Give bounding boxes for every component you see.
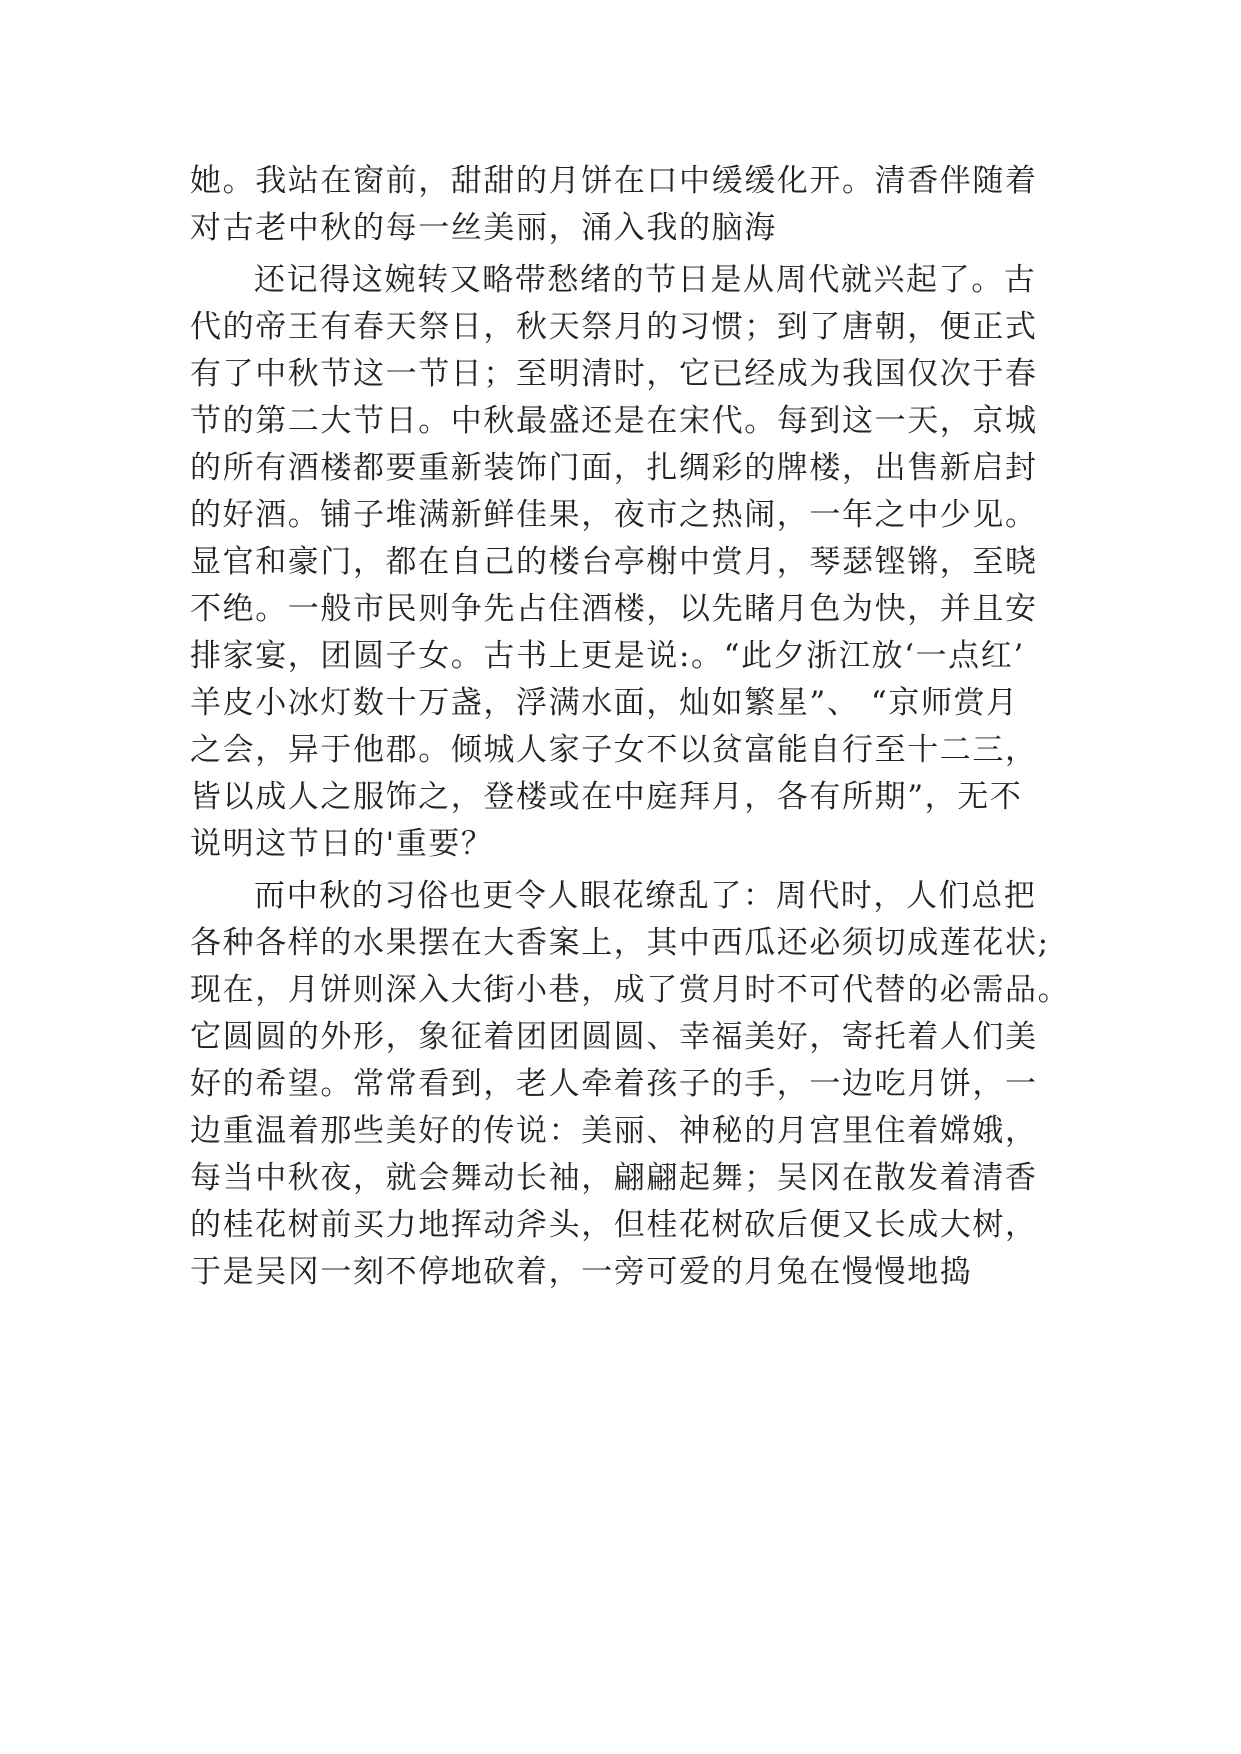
text-line: 每当中秋夜，就会舞动长袖，翩翩起舞；吴冈在散发着清香	[190, 1160, 1038, 1196]
text-line: 不绝。一般市民则争先占住酒楼，以先睹月色为快，并且安	[190, 591, 1038, 627]
text-line: 皆以成人之服饰之，登楼或在中庭拜月，各有所期”，无不	[190, 779, 1023, 815]
text-line: 羊皮小冰灯数十万盏，浮满水面，灿如繁星”、 “京师赏月	[190, 685, 1019, 721]
text-line: 现在，月饼则深入大街小巷，成了赏月时不可代替的必需品。	[190, 972, 1071, 1008]
paragraph-3	[190, 873, 1071, 1296]
text-line: 有了中秋节这一节日；至明清时，它已经成为我国仅次于春	[190, 356, 1038, 392]
text-line: 的所有酒楼都要重新装饰门面，扎绸彩的牌楼，出售新启封	[190, 450, 1038, 486]
text-line: 而中秋的习俗也更令人眼花缭乱了：周代时，人们总把	[254, 878, 1037, 914]
text-line: 好的希望。常常看到，老人牵着孩子的手，一边吃月饼，一	[190, 1066, 1038, 1102]
text-line: 显官和豪门，都在自己的楼台亭榭中赏月，琴瑟铿锵，至晓	[190, 544, 1038, 580]
text-line: 她。我站在窗前，甜甜的月饼在口中缓缓化开。清香伴随着	[190, 163, 1038, 199]
text-line: 还记得这婉转又略带愁绪的节日是从周代就兴起了。古	[254, 262, 1037, 298]
document-body	[190, 158, 1071, 1296]
text-line: 对古老中秋的每一丝美丽，涌入我的脑海	[190, 210, 777, 246]
paragraph-2	[190, 257, 1050, 868]
text-line: 的好酒。铺子堆满新鲜佳果，夜市之热闹，一年之中少见。	[190, 497, 1038, 533]
text-line: 节的第二大节日。中秋最盛还是在宋代。每到这一天，京城	[190, 403, 1038, 439]
text-line: 于是吴冈一刻不停地砍着，一旁可爱的月兔在慢慢地捣	[190, 1254, 973, 1290]
text-line: 它圆圆的外形，象征着团团圆圆、幸福美好，寄托着人们美	[190, 1019, 1038, 1055]
text-line: 之会，异于他郡。倾城人家子女不以贫富能自行至十二三，	[190, 732, 1038, 768]
text-line: 代的帝王有春天祭日，秋天祭月的习惯；到了唐朝，便正式	[190, 309, 1038, 345]
text-line: 边重温着那些美好的传说：美丽、神秘的月宫里住着嫦娥，	[190, 1113, 1038, 1149]
paragraph-1	[190, 158, 1050, 252]
text-line: 排家宴，团圆子女。古书上更是说:。“此夕浙江放‘一点红’	[190, 638, 1025, 674]
text-line: 各种各样的水果摆在大香案上，其中西瓜还必须切成莲花状;	[190, 925, 1050, 961]
text-line: 的桂花树前买力地挥动斧头，但桂花树砍后便又长成大树，	[190, 1207, 1038, 1243]
text-line: 说明这节日的'重要？	[190, 826, 494, 862]
